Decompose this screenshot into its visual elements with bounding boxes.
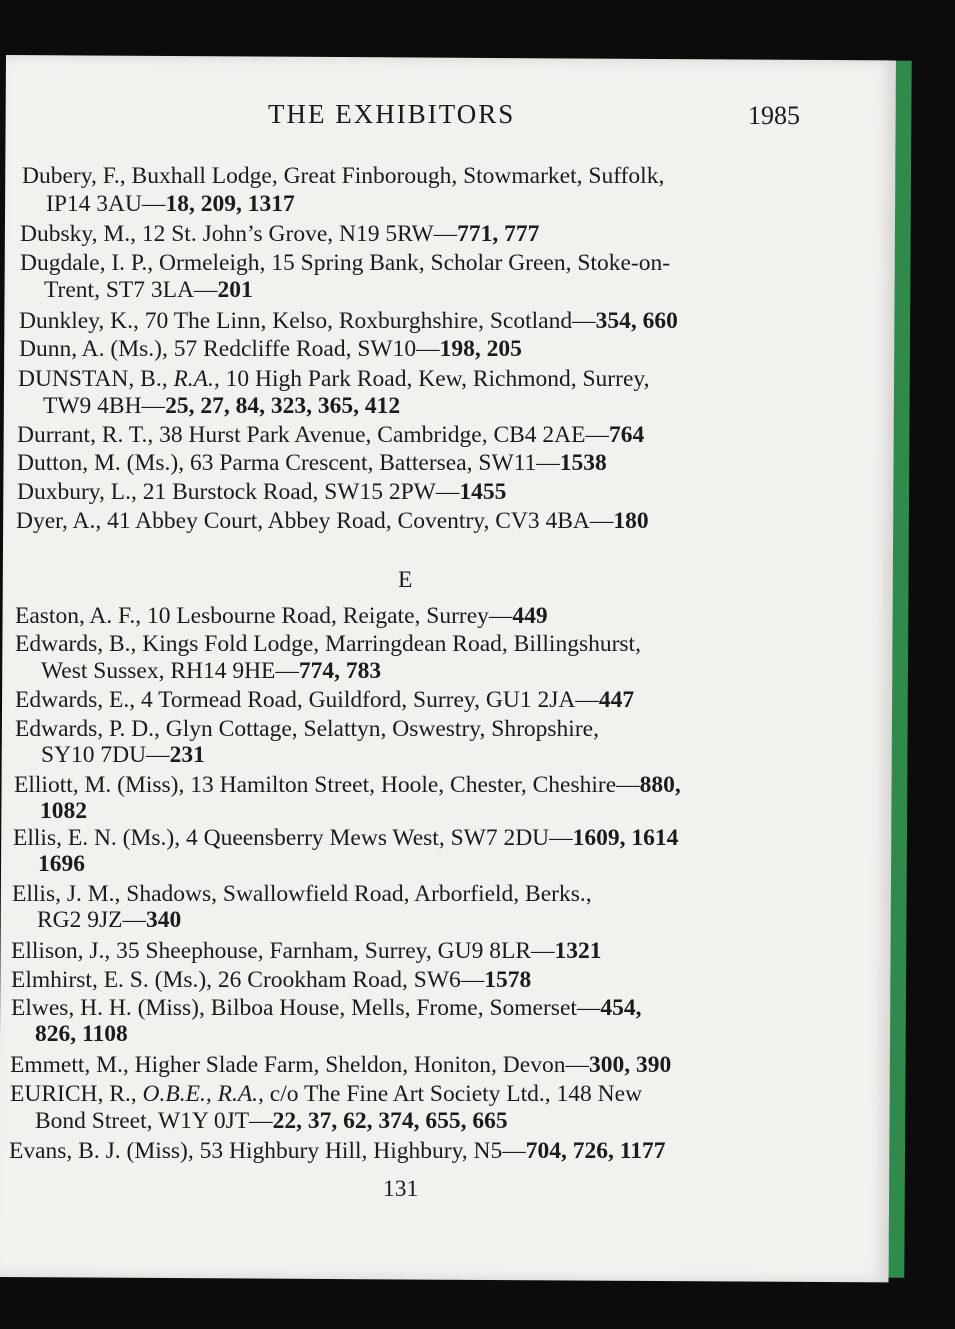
entry-line: Elwes, H. H. (Miss), Bilboa House, Mells, Frome, Somerset—454,: [11, 995, 642, 1021]
entry-line: 1696: [38, 851, 85, 877]
entry-line: Evans, B. J. (Miss), 53 Highbury Hill, Highbury, N5—704, 726, 1177: [9, 1138, 666, 1164]
page-number: 131: [383, 1176, 419, 1202]
entry-line: 826, 1108: [35, 1021, 128, 1047]
entry-line: Ellison, J., 35 Sheephouse, Farnham, Surrey, GU9 8LR—1321: [11, 938, 602, 964]
entry-line: 1082: [40, 798, 87, 824]
entry-line: TW9 4BH—25, 27, 84, 323, 365, 412: [43, 393, 401, 419]
entry-line: Ellis, J. M., Shadows, Swallowfield Road, Arborfield, Berks.,: [12, 881, 592, 907]
entry-line: Edwards, E., 4 Tormead Road, Guildford, Surrey, GU1 2JA—447: [15, 687, 635, 713]
running-header-year: 1985: [748, 101, 800, 130]
entry-line: West Sussex, RH14 9HE—774, 783: [41, 658, 382, 684]
section-letter: E: [398, 567, 413, 593]
entry-line: Easton, A. F., 10 Lesbourne Road, Reigate, Surrey—449: [15, 603, 548, 629]
entry-line: RG2 9JZ—340: [37, 907, 182, 933]
entry-line: Elliott, M. (Miss), 13 Hamilton Street, Hoole, Chester, Cheshire—880,: [14, 772, 681, 798]
entry-line: Dutton, M. (Ms.), 63 Parma Crescent, Battersea, SW11—1538: [17, 450, 607, 476]
entry-line: Dubery, F., Buxhall Lodge, Great Finborough, Stowmarket, Suffolk,: [22, 163, 665, 189]
entry-line: Dubsky, M., 12 St. John’s Grove, N19 5RW—771, 777: [20, 221, 540, 247]
entry-line: Duxbury, L., 21 Burstock Road, SW15 2PW—1455: [17, 479, 507, 505]
entry-line: Trent, ST7 3LA—201: [44, 277, 253, 303]
entry-line: Ellis, E. N. (Ms.), 4 Queensberry Mews West, SW7 2DU—1609, 1614: [13, 825, 679, 851]
entry-line: SY10 7DU—231: [41, 742, 205, 768]
entry-line: Dugdale, I. P., Ormeleigh, 15 Spring Bank, Scholar Green, Stoke-on-: [20, 250, 671, 276]
entry-line: Dunn, A. (Ms.), 57 Redcliffe Road, SW10—198, 205: [19, 336, 522, 362]
entry-line: EURICH, R., O.B.E., R.A., c/o The Fine Art Society Ltd., 148 New: [10, 1081, 643, 1107]
entry-line: Bond Street, W1Y 0JT—22, 37, 62, 374, 655, 665: [35, 1108, 508, 1134]
entry-line: IP14 3AU—18, 209, 1317: [46, 191, 295, 217]
entry-line: Dunkley, K., 70 The Linn, Kelso, Roxburghshire, Scotland—354, 660: [19, 308, 678, 334]
entry-line: Edwards, B., Kings Fold Lodge, Marringdean Road, Billingshurst,: [15, 631, 641, 657]
entry-line: Emmett, M., Higher Slade Farm, Sheldon, Honiton, Devon—300, 390: [10, 1052, 672, 1078]
entry-line: Elmhirst, E. S. (Ms.), 26 Crookham Road, SW6—1578: [11, 967, 532, 993]
entry-line: Edwards, P. D., Glyn Cottage, Selattyn, Oswestry, Shropshire,: [15, 716, 599, 742]
entry-line: Dyer, A., 41 Abbey Court, Abbey Road, Coventry, CV3 4BA—180: [16, 508, 649, 534]
entry-line: Durrant, R. T., 38 Hurst Park Avenue, Cambridge, CB4 2AE—764: [17, 422, 645, 448]
entry-line: DUNSTAN, B., R.A., 10 High Park Road, Kew, Richmond, Surrey,: [18, 366, 650, 392]
running-header-title: THE EXHIBITORS: [268, 99, 516, 129]
